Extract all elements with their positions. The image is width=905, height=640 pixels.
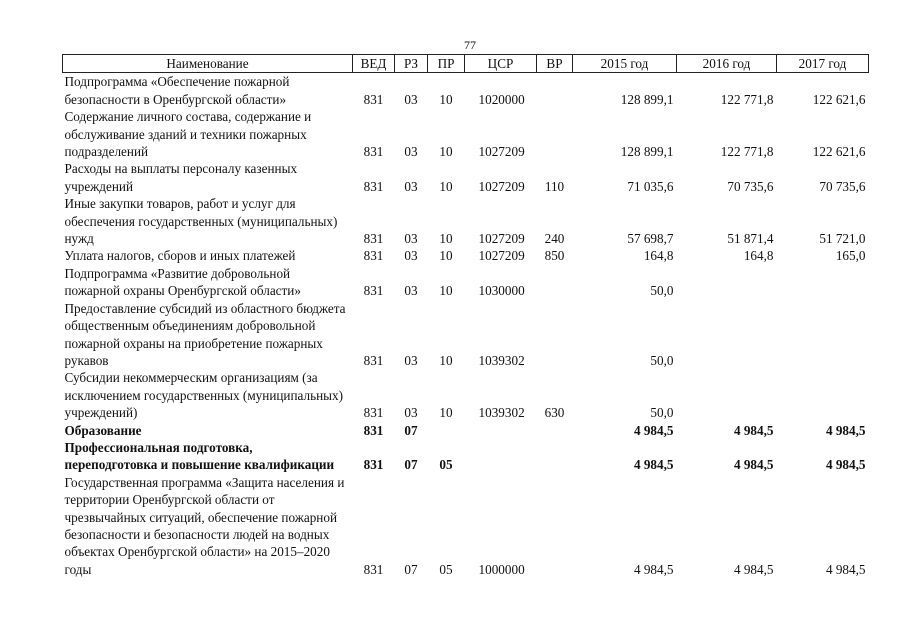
row-pr: 10 bbox=[439, 248, 453, 264]
row-pr: 10 bbox=[439, 178, 453, 194]
row-rz: 07 bbox=[404, 561, 418, 577]
row-2017: 70 735,6 bbox=[819, 178, 866, 194]
row-pr: 05 bbox=[439, 561, 453, 577]
row-2015: 164,8 bbox=[643, 248, 674, 264]
header-2016: 2016 год bbox=[677, 55, 777, 73]
table-row bbox=[63, 265, 869, 300]
row-csr: 1027209 bbox=[478, 231, 525, 247]
row-csr: 1027209 bbox=[478, 178, 525, 194]
row-vr: 110 bbox=[544, 178, 565, 194]
row-2016 bbox=[677, 300, 777, 370]
row-csr bbox=[465, 439, 537, 474]
row-name: Образование bbox=[64, 422, 142, 438]
row-rz: 03 bbox=[404, 248, 418, 264]
row-2017: 4 984,5 bbox=[825, 457, 866, 473]
row-name: Субсидии некоммерческим организациям (за исключением государственных (муниципальных) учреждений) bbox=[64, 370, 344, 421]
row-2017 bbox=[777, 265, 869, 300]
row-2015: 4 984,5 bbox=[633, 457, 674, 473]
row-rz: 03 bbox=[404, 178, 418, 194]
row-vr bbox=[537, 300, 573, 370]
header-pr: ПР bbox=[428, 55, 465, 73]
row-ved: 831 bbox=[363, 457, 384, 473]
row-ved: 831 bbox=[363, 248, 384, 264]
row-pr: 10 bbox=[439, 352, 453, 368]
header-csr: ЦСР bbox=[465, 55, 537, 73]
row-2015: 71 035,6 bbox=[627, 178, 674, 194]
row-ved: 831 bbox=[363, 91, 384, 107]
row-ved: 831 bbox=[363, 144, 384, 160]
table-row bbox=[63, 108, 869, 160]
table-row bbox=[63, 195, 869, 247]
row-name: Содержание личного состава, содержание и обслуживание зданий и техники пожарных подразделений bbox=[64, 109, 312, 160]
row-2015: 128 899,1 bbox=[620, 144, 674, 160]
row-pr bbox=[428, 422, 465, 439]
row-pr: 10 bbox=[439, 405, 453, 421]
row-name: Подпрограмма «Развитие добровольной пожарной охраны Оренбургской области» bbox=[64, 265, 301, 299]
row-rz: 03 bbox=[404, 91, 418, 107]
row-pr: 10 bbox=[439, 231, 453, 247]
row-2017: 51 721,0 bbox=[819, 231, 866, 247]
table-row bbox=[63, 439, 869, 474]
row-2016: 4 984,5 bbox=[733, 457, 774, 473]
row-name: Предоставление субсидий из областного бюджета общественным объединениям добровольной пожарной охраны на приобретение пожарных рукавов bbox=[64, 300, 346, 368]
row-rz: 03 bbox=[404, 352, 418, 368]
row-2015: 50,0 bbox=[650, 405, 674, 421]
row-2017: 4 984,5 bbox=[825, 561, 866, 577]
row-csr: 1027209 bbox=[478, 144, 525, 160]
row-ved: 831 bbox=[363, 422, 384, 438]
table-row bbox=[63, 73, 869, 108]
header-rz: РЗ bbox=[395, 55, 428, 73]
row-2016: 4 984,5 bbox=[733, 422, 774, 438]
row-vr: 240 bbox=[544, 231, 565, 247]
row-ved: 831 bbox=[363, 561, 384, 577]
header-2017: 2017 год bbox=[777, 55, 869, 73]
row-vr bbox=[537, 73, 573, 108]
row-2017 bbox=[777, 369, 869, 421]
header-2015: 2015 год bbox=[573, 55, 677, 73]
row-vr bbox=[537, 439, 573, 474]
table-row bbox=[63, 160, 869, 195]
row-name: Уплата налогов, сборов и иных платежей bbox=[64, 248, 296, 264]
row-2016: 164,8 bbox=[743, 248, 774, 264]
table-row bbox=[63, 247, 869, 264]
row-2017: 122 621,6 bbox=[812, 144, 866, 160]
row-2015: 57 698,7 bbox=[627, 231, 674, 247]
row-2017: 4 984,5 bbox=[825, 422, 866, 438]
table-row bbox=[63, 474, 869, 578]
row-pr: 10 bbox=[439, 283, 453, 299]
page-number: 77 bbox=[464, 38, 476, 52]
row-2015: 4 984,5 bbox=[633, 561, 674, 577]
row-2017 bbox=[777, 300, 869, 370]
row-csr bbox=[465, 422, 537, 439]
table-body bbox=[63, 73, 869, 578]
row-2016: 122 771,8 bbox=[720, 144, 774, 160]
row-rz: 07 bbox=[404, 422, 418, 438]
row-rz: 03 bbox=[404, 405, 418, 421]
row-vr: 630 bbox=[544, 405, 565, 421]
row-rz: 03 bbox=[404, 144, 418, 160]
row-csr: 1039302 bbox=[478, 405, 525, 421]
row-csr: 1020000 bbox=[478, 91, 525, 107]
row-name: Иные закупки товаров, работ и услуг для обеспечения государственных (муниципальных) нужд bbox=[64, 196, 338, 247]
row-csr: 1039302 bbox=[478, 352, 525, 368]
row-2016: 122 771,8 bbox=[720, 91, 774, 107]
row-2015: 50,0 bbox=[650, 283, 674, 299]
row-rz: 03 bbox=[404, 283, 418, 299]
row-pr: 10 bbox=[439, 91, 453, 107]
header-name: Наименование bbox=[63, 55, 353, 73]
row-2015: 4 984,5 bbox=[633, 422, 674, 438]
row-2017: 122 621,6 bbox=[812, 91, 866, 107]
row-rz: 03 bbox=[404, 231, 418, 247]
table-row bbox=[63, 422, 869, 439]
table-row bbox=[63, 369, 869, 421]
row-vr bbox=[537, 108, 573, 160]
row-vr bbox=[537, 422, 573, 439]
row-vr bbox=[537, 265, 573, 300]
row-pr: 05 bbox=[439, 457, 453, 473]
header-ved: ВЕД bbox=[353, 55, 395, 73]
row-2016: 4 984,5 bbox=[733, 561, 774, 577]
row-name: Подпрограмма «Обеспечение пожарной безопасности в Оренбургской области» bbox=[64, 74, 290, 107]
row-2016 bbox=[677, 369, 777, 421]
table-header bbox=[63, 55, 869, 73]
row-pr: 10 bbox=[439, 144, 453, 160]
row-vr bbox=[537, 474, 573, 578]
row-name: Государственная программа «Защита населения и территории Оренбургской области от чрезвычайных ситуаций, обеспечение пожарной безопасности и безопасности людей на водных объектах Оренбургской области» на 2015–2020 годы bbox=[64, 474, 345, 577]
row-csr: 1000000 bbox=[478, 561, 525, 577]
row-csr: 1027209 bbox=[478, 248, 525, 264]
row-ved: 831 bbox=[363, 283, 384, 299]
row-2015: 50,0 bbox=[650, 352, 674, 368]
row-ved: 831 bbox=[363, 178, 384, 194]
row-csr: 1030000 bbox=[478, 283, 525, 299]
row-rz: 07 bbox=[404, 457, 418, 473]
header-vr: ВР bbox=[537, 55, 573, 73]
row-ved: 831 bbox=[363, 231, 384, 247]
row-name: Профессиональная подготовка, переподготовка и повышение квалификации bbox=[64, 439, 335, 473]
row-2015: 128 899,1 bbox=[620, 91, 674, 107]
table-row bbox=[63, 300, 869, 370]
row-vr: 850 bbox=[544, 248, 565, 264]
row-ved: 831 bbox=[363, 405, 384, 421]
row-2016: 51 871,4 bbox=[727, 231, 774, 247]
row-ved: 831 bbox=[363, 352, 384, 368]
row-2016: 70 735,6 bbox=[727, 178, 774, 194]
row-2017: 165,0 bbox=[835, 248, 866, 264]
budget-table bbox=[62, 54, 869, 578]
row-name: Расходы на выплаты персоналу казенных учреждений bbox=[64, 161, 298, 194]
row-2016 bbox=[677, 265, 777, 300]
